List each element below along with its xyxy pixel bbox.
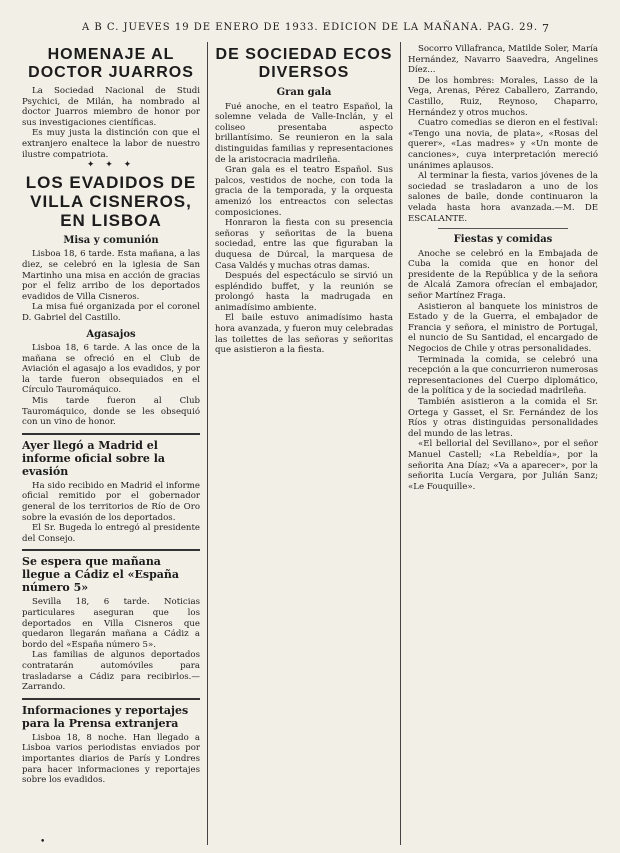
fiestas-paragraph-3: Terminada la comida, se celebró una recepción a la que concurrieron numerosas representaciones del Cuerpo diplomático, de la política y de la sociedad madrileña. bbox=[408, 354, 598, 397]
informe-paragraph: Ha sido recibido en Madrid el informe oficial remitido por el gobernador general de los territorios de Río de Oro sobre la evasión de los deportados. bbox=[22, 480, 200, 523]
fiestas-subtitle: Fiestas y comidas bbox=[453, 234, 553, 246]
misa-subtitle: Misa y comunión bbox=[63, 234, 159, 246]
homenaje-paragraph: La Sociedad Nacional de Studi Psychici, de Milán, ha nombrado al doctor Juarros miembro de honor por sus investigaciones científicas. bbox=[22, 86, 200, 128]
misa-paragraph: Lisboa 18, 6 tarde. Esta mañana, a las diez, se celebró en la iglesia de San Martinho una misa en acción de gracias por el feliz arribo de los deportados evadidos de Villa Cisneros. bbox=[22, 249, 200, 302]
ornament-divider: ✦ ✦ ✦ bbox=[86, 160, 136, 171]
informe-headline: Ayer llegó a Madrid el informe oficial sobre la evasión bbox=[22, 438, 166, 478]
sociedad-title: DE SOCIEDAD ECOS DIVERSOS bbox=[215, 46, 393, 81]
column-right bbox=[408, 44, 598, 845]
fiestas-paragraph: Anoche se celebró en la Embajada de Cuba la comida que en honor del presidente de la República y de la señora de Alcalá Zamora ofrecían el embajador, señor Martínez Fraga. bbox=[408, 248, 598, 302]
header-line: A B C. JUEVES 19 DE ENERO DE 1933. EDICION DE LA MAÑANA. PAG. 29. bbox=[81, 22, 539, 33]
gran-gala-subtitle: Gran gala bbox=[276, 87, 332, 98]
fiestas-paragraph-5: «El bellorial del Sevillano», por el señor Manuel Castell; «La Rebeldía», por la señorita Ana Díaz; «Va a aparecer», por la señorita Lucía Vergara, por Julián Sanz; «Le Fouquille». bbox=[408, 439, 598, 492]
misa-paragraph-2: La misa fué organizada por el coronel D. Gabriel del Castillo. bbox=[22, 302, 200, 323]
informe-paragraph-2: El Sr. Bugeda lo entregó al presidente del Consejo. bbox=[22, 523, 200, 544]
cadiz-paragraph: Sevilla 18, 6 tarde. Noticias particulares aseguran que los deportados en Villa Cisneros que quedaron llegarán mañana a Cádiz a bordo del «España número 5». bbox=[22, 597, 200, 650]
gala-paragraph-4: Después del espectáculo se sirvió un espléndido buffet, y la reunión se prolongó hasta la madrugada en animadísimo ambiente. bbox=[215, 271, 393, 313]
agasajos-paragraph-2: Mis tarde fueron al Club Tauromáquico, donde se les obsequió con un vino de honor. bbox=[22, 396, 200, 428]
agasajos-subtitle: Agasajos bbox=[86, 328, 136, 340]
gala-paragraph-3: Honraron la fiesta con su presencia señoras y señoritas de la buena sociedad, entre las que figuraban la duquesa de Dúrcal, la marquesa de Casa Valdés y muchas otras damas. bbox=[215, 218, 393, 271]
divider bbox=[438, 228, 568, 229]
prensa-headline: Informaciones y reportajes para la Prensa extranjera bbox=[22, 703, 189, 730]
homenaje-paragraph-2: Es muy justa la distinción con que el extranjero enaltece la labor de nuestro ilustre compatriota. bbox=[22, 128, 200, 160]
column-rule-left bbox=[207, 42, 208, 845]
section-divider bbox=[22, 433, 200, 435]
homenaje-title: HOMENAJE AL DOCTOR JUARROS bbox=[28, 46, 194, 81]
column-middle bbox=[215, 44, 393, 845]
cadiz-headline: Se espera que mañana llegue a Cádiz el «España número 5» bbox=[22, 555, 180, 595]
section-divider bbox=[22, 549, 200, 551]
agasajos-paragraph: Lisboa 18, 6 tarde. A las once de la mañana se ofreció en el Club de Aviación el agasajo a los evadidos, y por la tarde fueron obsequiados en el Círculo Tauromáquico. bbox=[22, 343, 200, 396]
column-left bbox=[22, 44, 200, 845]
gala-paragraph-5: El baile estuvo animadísimo hasta hora avanzada, y fueron muy celebradas las toilettes de las señoras y señoritas que asistieron a la fiesta. bbox=[215, 313, 393, 356]
names-paragraph: Socorro Villafranca, Matilde Soler, María Hernández, Navarro Saavedra, Angelines Díez... bbox=[408, 44, 598, 76]
comedias-paragraph: Cuatro comedias se dieron en el festival: «Tengo una novia, de plata», «Rosas del querer», «Las madres» y «Un monte de canciones», cuya interpretación mereció unánimes aplausos. bbox=[408, 118, 598, 171]
fiestas-paragraph-4: También asistieron a la comida el Sr. Ortega y Gasset, el Sr. Fernández de los Ríos y otras distinguidas personalidades del mundo de las letras. bbox=[408, 397, 598, 439]
prensa-paragraph: Lisboa 18, 8 noche. Han llegado a Lisboa varios periodistas enviados por importantes diarios de París y Londres para hacer informaciones y reportajes sobre los evadidos. bbox=[22, 732, 200, 786]
escalante-paragraph: Al terminar la fiesta, varios jóvenes de la sociedad se trasladaron a uno de los salones de baile, donde continuaron la velada hasta hora avanzada.—M. DE ESCALANTE. bbox=[408, 171, 598, 224]
cadiz-paragraph-2: Las familias de algunos deportados contratarán automóviles para trasladarse a Cádiz para recibirlos.—Zarrando. bbox=[22, 650, 200, 693]
column-rule-right bbox=[400, 42, 401, 845]
gala-paragraph-2: Gran gala es el teatro Español. Sus palcos, vestidos de noche, con toda la gracia de la temporada, y la orquesta amenizó los entreactos con selectas composiciones. bbox=[215, 165, 393, 218]
page-header bbox=[0, 22, 620, 33]
footer-mark: • bbox=[40, 837, 46, 847]
gala-paragraph: Fué anoche, en el teatro Español, la solemne velada de Valle-Inclán, y el coliseo presentaba aspecto brillantísimo. Se reunieron en la sala distinguidas familias y representaciones de la aristocracia madrileña. bbox=[215, 101, 393, 165]
fiestas-paragraph-2: Asistieron al banquete los ministros de Estado y de la Guerra, el embajador de Francia y señora, el ministro de Portugal, el nuncio de Su Santidad, el encargado de Negocios de Chile y otras personalidades. bbox=[408, 301, 598, 355]
names-paragraph-2: De los hombres: Morales, Lasso de la Vega, Arenas, Pérez Caballero, Zarrando, Castillo, Ruiz, Reynoso, Chaparro, Hernández y otros muchos. bbox=[408, 75, 598, 118]
page-mark: 7 bbox=[542, 22, 550, 35]
evadidos-title: LOS EVADIDOS DE VILLA CISNEROS, EN LISBOA bbox=[25, 172, 197, 230]
section-divider bbox=[22, 698, 200, 700]
